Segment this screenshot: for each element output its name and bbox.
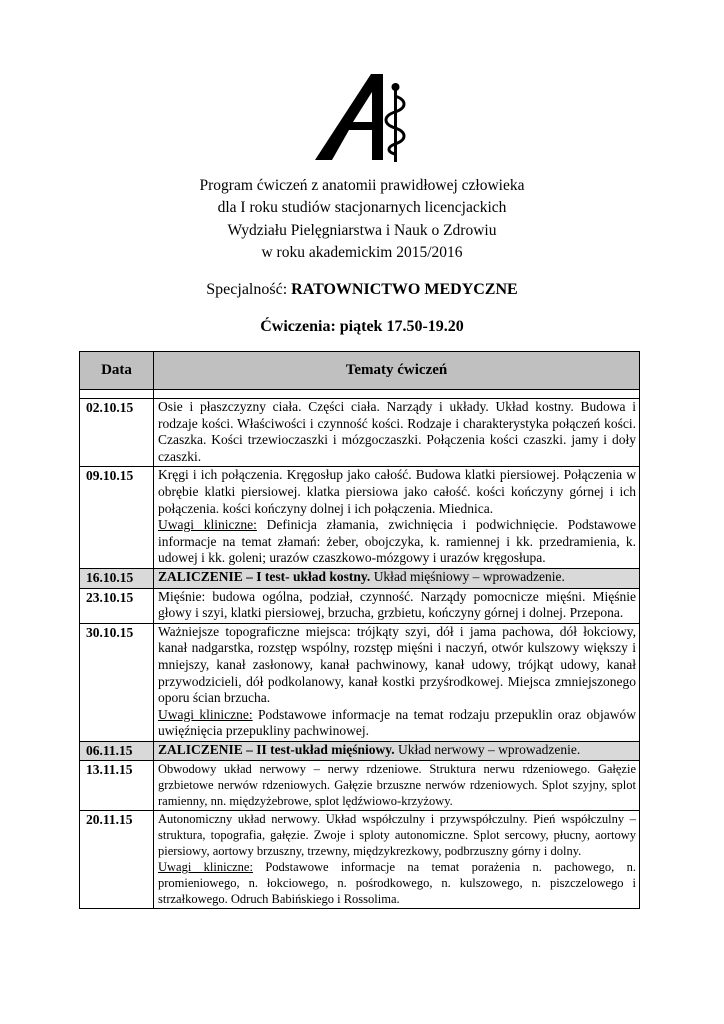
header-line-2: dla I roku studiów stacjonarnych licencjackich [217,199,507,217]
row-topics: Osie i płaszczyzny ciała. Części ciała. Narządy i układy. Układ kostny. Budowa i rodzaje kości. Właściwości i czynność kości. Rodzaje i charakterystyka połączeń kości. Czaszka. Kości trzewioczaszki i mózgoczaszki. Połączenia kości czaszki. jamy i doły czaszki. [154,399,640,467]
exam-label: ZALICZENIE – I test- układ kostny. [158,568,371,584]
table-row [80,588,640,623]
faculty-logo [315,74,410,162]
logo-staff [394,90,397,162]
table-row [80,623,640,741]
table-row [80,811,640,909]
row-date: 16.10.15 [80,568,154,588]
row-topics [154,623,640,741]
row-topics [154,467,640,569]
row-date: 06.11.15 [80,741,154,761]
document-header [0,175,724,264]
clinical-notes-text: Podstawowe informacje na temat porażenia n. pachowego, n. promieniowego, n. łokciowego, n. pośrodkowego, n. kulszowego, n. piszczelowego i strzałkowego. Odruch Babińskiego i Rossolima. [158,860,637,907]
table-header-row [80,352,640,390]
table-row [80,761,640,811]
row-topics [154,811,640,909]
specialty-line [0,281,724,299]
topic-text: Układ mięśniowy – wprowadzenie. [373,568,565,584]
table-row [80,399,640,467]
topic-text: Ważniejsze topograficzne miejsca: trójkąty szyi, dół i jama pachowa, dół łokciowy, kanał nadgarstka, rozstęp wspólny, rozstęp mięśni i naczyń, otwór kulszowy większy i mniejszy, kanał zasłonowy, kanał pachwinowy, kanał udowy, trójkąt udowy, kanał przywodzicieli, dół podkolanowy, kanał kostki przyśrodkowej. Miejsca zmniejszonego oporu ścian brzucha. [158,623,636,706]
row-date: 30.10.15 [80,623,154,741]
exam-label: ZALICZENIE – II test-układ mięśniowy. [158,741,395,757]
table-spacer [80,390,640,399]
row-date: 23.10.15 [80,588,154,623]
clinical-notes-label: Uwagi kliniczne: [158,706,253,722]
clinical-notes-text: Podstawowe informacje na temat rodzaju przepuklin oraz objawów uwięźnięcia przepukliny pachwinowej. [158,706,637,739]
row-date: 13.11.15 [80,761,154,811]
row-topics: Obwodowy układ nerwowy – nerwy rdzeniowe. Struktura nerwu rdzeniowego. Gałęzie grzbietowe nerwów rdzeniowych. Gałęzie brzuszne nerwów rdzeniowych. Splot szyjny, splot ramienny, nn. międzyżebrowe, splot lędźwiowo-krzyżowy. [154,761,640,811]
header-line-1: Program ćwiczeń z anatomii prawidłowej człowieka [199,177,525,194]
table-row [80,467,640,569]
topics-column-header: Tematy ćwiczeń [154,352,640,390]
row-date: 02.10.15 [80,399,154,467]
header-line-4: w roku akademickim 2015/2016 [261,243,463,261]
row-topics [154,568,640,588]
row-topics [154,741,640,761]
clinical-notes-text: Definicja złamania, zwichnięcia i podwichnięcie. Podstawowe informacje na temat złamań: żeber, obojczyka, k. ramiennej i kk. przedramienia, k. udowej i kk. goleni; urazów czaszkowo-mózgowy i urazów kręgosłupa. [158,517,636,566]
clinical-notes-label: Uwagi kliniczne: [158,517,257,533]
topic-text: Autonomiczny układ nerwowy. Układ współczulny i przywspółczulny. Pień współczulny – struktura, topografia, gałęzie. Zwoje i sploty autonomiczne. Splot sercowy, płucny, aortowy piersiowy, aortowy brzuszny, trzewny, międzykrezkowy, podbrzuszny górny i dolny. [158,812,636,859]
row-topics: Mięśnie: budowa ogólna, podział, czynność. Narządy pomocnicze mięśni. Mięśnie głowy i szyi, klatki piersiowej, brzucha, grzbietu, kończyny górnej i dolnej. Przepona. [154,588,640,623]
table-row-exam [80,568,640,588]
program-table [79,351,640,909]
specialty-value: RATOWNICTWO MEDYCZNE [291,281,518,298]
specialty-label: Specjalność: [206,281,288,298]
header-line-3: Wydziału Pielęgniarstwa i Nauk o Zdrowiu [227,221,497,239]
row-date: 20.11.15 [80,811,154,909]
row-date: 09.10.15 [80,467,154,569]
clinical-notes-label: Uwagi kliniczne: [158,860,253,875]
table-row-exam [80,741,640,761]
schedule-line: Ćwiczenia: piątek 17.50-19.20 [260,318,464,335]
logo-letter-a [315,74,383,160]
topic-text: Układ nerwowy – wprowadzenie. [398,741,581,757]
topic-text: Kręgi i ich połączenia. Kręgosłup jako całość. Budowa klatki piersiowej. Połączenia w obrębie klatki piersiowej. klatka piersiowa jako całość. kości kończyny górnej i ich połączenia. kości kończyny dolnej i ich połączenia. Miednica. [158,467,636,516]
date-column-header: Data [80,352,154,390]
